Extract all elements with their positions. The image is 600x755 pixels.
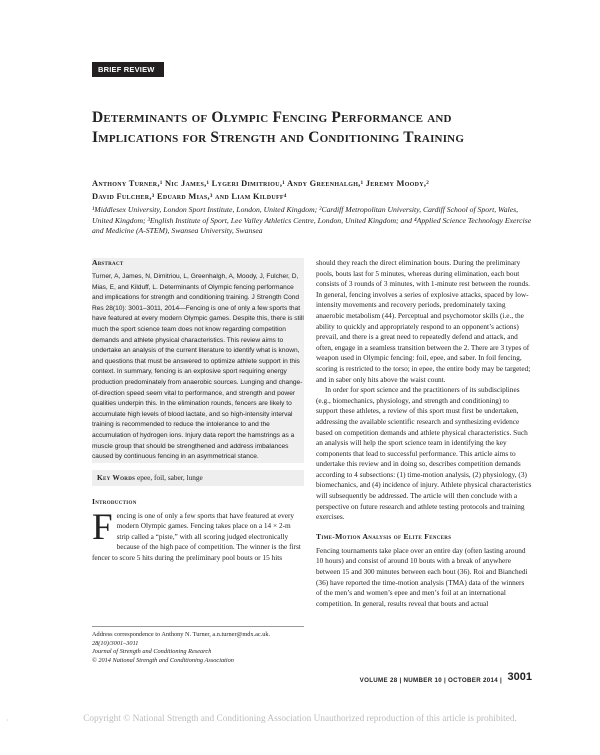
- introduction-heading: Introduction: [92, 496, 137, 506]
- introduction-text: encing is one of only a few sports that have featured at every modern Olympic games. Fencing takes place on a 14 × 2-m strip called a “piste,” with all scoring judged electronically because of the high pace of competition. The winner is the first fencer to score 5 hits during the preliminary pool bouts or 15 hits: [92, 510, 301, 563]
- article-type-badge: BRIEF REVIEW: [92, 62, 164, 77]
- abstract-heading: Abstract: [92, 258, 124, 267]
- introduction-body: [92, 506, 304, 564]
- issue-footer: VOLUME 28 | NUMBER 10 | OCTOBER 2014 |: [359, 677, 502, 684]
- citation-range: 28(10)/3001–3011: [92, 639, 139, 647]
- tma-text: Fencing tournaments take place over an entire day (often lasting around 10 hours) and consist of around 10 bouts with a break of anywhere between 15 and 300 minutes between each bout (36). Roi and Bianchedi (36) have reported the time-motion analysis (TMA) data of the winners of the men’s and women’s epee and men’s foil at an international competition. In general, results reveal that bouts and actual: [316, 545, 528, 608]
- author-list: [92, 178, 532, 203]
- journal-copyright: © 2014 National Strength and Conditioning Association: [92, 656, 234, 664]
- article-title: Determinants of Olympic Fencing Performance and Implications for Strength and Conditioning Training: [92, 109, 465, 146]
- page-number: 3001: [507, 671, 532, 683]
- body-paragraph-1: should they reach the direct elimination bouts. During the preliminary pools, bouts last for 5 minutes, whereas during elimination, each bout consists of 3 rounds of 3 minutes, with 1-minute rest between the rounds. In general, fencing involves a series of explosive attacks, spaced by low-intensity movements and recovery periods, predominately taxing anaerobic metabolism (44). Perceptual and psychomotor skills (i.e., the ability to quickly and appropriately respond to an opponent’s actions) prevail, and there is a great need to repeatedly defend and attack, and often, engage in a seamless transition between the 2. There are 3 types of weapon used in Olympic fencing: foil, epee, and saber. In foil fencing, scoring is restricted to the torso; in epee, the entire body may be targeted; and in saber only hits above the waist count.: [316, 258, 531, 384]
- margin-dot: ·: [6, 716, 9, 725]
- keywords-label: Key Words: [97, 472, 136, 482]
- left-column: [92, 258, 304, 564]
- correspondence-address: Address correspondence to Anthony N. Turner, a.n.turner@mdx.ac.uk.: [92, 631, 271, 638]
- keywords-value: epee, foil, saber, lunge: [137, 472, 203, 482]
- tma-heading: Time-Motion Analysis of Elite Fencers: [316, 531, 452, 541]
- abstract-section: [92, 258, 304, 463]
- drop-cap: F: [92, 506, 113, 548]
- correspondence-footnote: [92, 626, 304, 665]
- right-column: [316, 258, 532, 609]
- journal-name: Journal of Strength and Conditioning Research: [92, 648, 212, 656]
- copyright-banner: Copyright © National Strength and Conditioning Association Unauthorized reproduction of this article is prohibited.: [83, 714, 517, 724]
- affiliations: ¹Middlesex University, London Sport Institute, London, United Kingdom; ²Cardiff Metropolitan University, Cardiff School of Sport, Wales, United Kingdom; ³English Institute of Sport, Lee Valley Athletics Centre, London, United Kingdom; and ⁴Applied Science Technology Exercise and Medicine (A-STEM), Swansea University, Swansea: [92, 205, 532, 236]
- body-paragraph-2: In order for sport science and the practitioners of its subdisciplines (e.g., biomechanics, physiology, and strength and conditioning) to support these athletes, a review of this sport must first be undertaken, addressing the available scientific research and synthesizing evidence based on competition demands and athlete physical characteristics. Such an analysis will help the sport science team in identifying the key components that lead to successful performance. This article aims to undertake this review and in doing so, describes competition demands according to 4 subsections: (1) time-motion analysis, (2) physiology, (3) biomechanics, and (4) incidence of injury. Athlete physical characteristics will subsequently be addressed. The article will then conclude with a perspective on future research and athlete testing protocols and training exercises.: [316, 385, 532, 522]
- authors-line-1: Anthony Turner,¹ Nic James,¹ Lygeri Dimitriou,¹ Andy Greenhalgh,¹ Jeremy Moody,²: [92, 179, 430, 188]
- keywords-box: [92, 470, 304, 486]
- authors-line-2: David Fulcher,³ Eduard Mias,³ and Liam Kilduff⁴: [92, 191, 287, 201]
- abstract-text: Turner, A, James, N, Dimitriou, L, Greenhalgh, A, Moody, J, Fulcher, D, Mias, E, and Kilduff, L. Determinants of Olympic fencing performance and implications for strength and conditioning training. J Strength Cond Res 28(10): 3001–3011, 2014—Fencing is one of only a few sports that have featured at every modern Olympic games. Despite this, there is still much the sport science team does not know regarding competition demands and athlete physical characteristics. This review aims to undertake an analysis of the current literature to identify what is known, and questions that must be answered to optimize athlete support in this context. In summary, fencing is an explosive sport requiring energy production predominately from anaerobic sources. Lunging and change-of-direction speed seem vital to performance, and strength and power qualities underpin this. In the elimination rounds, fencers are likely to accumulate high levels of blood lactate, and so high-intensity interval training is recommended to reduce the intolerance to and the accumulation of hydrogen ions. Injury data report the hamstrings as a muscle group that should be strengthened and address imbalances caused by continuous fencing in an asymmetrical stance.: [92, 273, 304, 461]
